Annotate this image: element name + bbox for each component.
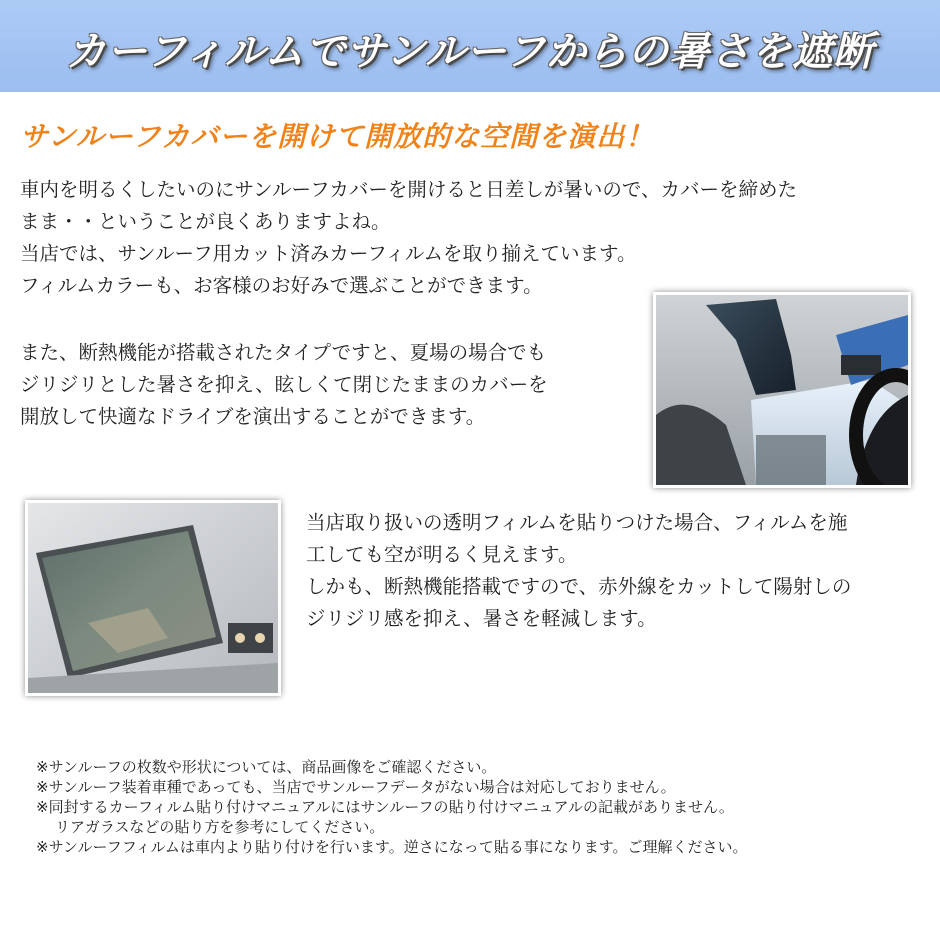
insulation-line: ジリジリとした暑さを抑え、眩しくて閉じたままのカバーを <box>20 373 548 396</box>
note-item: ※サンルーフの枚数や形状については、商品画像をご確認ください。 <box>36 758 497 776</box>
transparent-line: 工しても空が明るく見えます。 <box>306 543 578 566</box>
insulation-line: また、断熱機能が搭載されたタイプですと、夏場の場合でも <box>20 341 547 364</box>
transparent-film-paragraph <box>306 507 851 635</box>
insulation-line: 開放して快適なドライブを演出することができます。 <box>20 405 486 428</box>
intro-line: 車内を明るくしたいのにサンルーフカバーを開けると日差しが暑いので、カバーを締めた <box>20 178 797 201</box>
title-banner <box>0 0 940 92</box>
car-interior-photo <box>653 292 911 488</box>
section-headline: サンルーフカバーを開けて開放的な空間を演出！ <box>20 120 655 153</box>
intro-line: フィルムカラーも、お客様のお好みで選ぶことができます。 <box>20 274 543 297</box>
transparent-line: 当店取り扱いの透明フィルムを貼りつけた場合、フィルムを施 <box>306 511 848 534</box>
banner-title: カーフィルムでサンルーフからの暑さを遮断 <box>65 29 875 75</box>
transparent-line: しかも、断熱機能搭載ですので、赤外線をカットして陽射しの <box>306 575 852 598</box>
note-item: ※サンルーフフィルムは車内より貼り付けを行います。逆さになって貼る事になります。ご理解ください。 <box>36 838 748 856</box>
intro-paragraph <box>20 174 797 302</box>
note-item: ※サンルーフ装着車種であっても、当店でサンルーフデータがない場合は対応しておりません。 <box>36 778 676 796</box>
sunroof-photo <box>25 500 281 696</box>
note-item: ※同封するカーフィルム貼り付けマニュアルにはサンルーフの貼り付けマニュアルの記載がありません。 <box>36 798 734 816</box>
intro-line: まま・・ということが良くありますよね。 <box>20 210 391 233</box>
intro-line: 当店では、サンルーフ用カット済みカーフィルムを取り揃えています。 <box>20 242 637 265</box>
insulation-paragraph <box>20 337 548 433</box>
notes-list <box>36 757 748 857</box>
transparent-line: ジリジリ感を抑え、暑さを軽減します。 <box>306 607 657 630</box>
note-item: リアガラスなどの貼り方を参考にしてください。 <box>55 818 385 836</box>
